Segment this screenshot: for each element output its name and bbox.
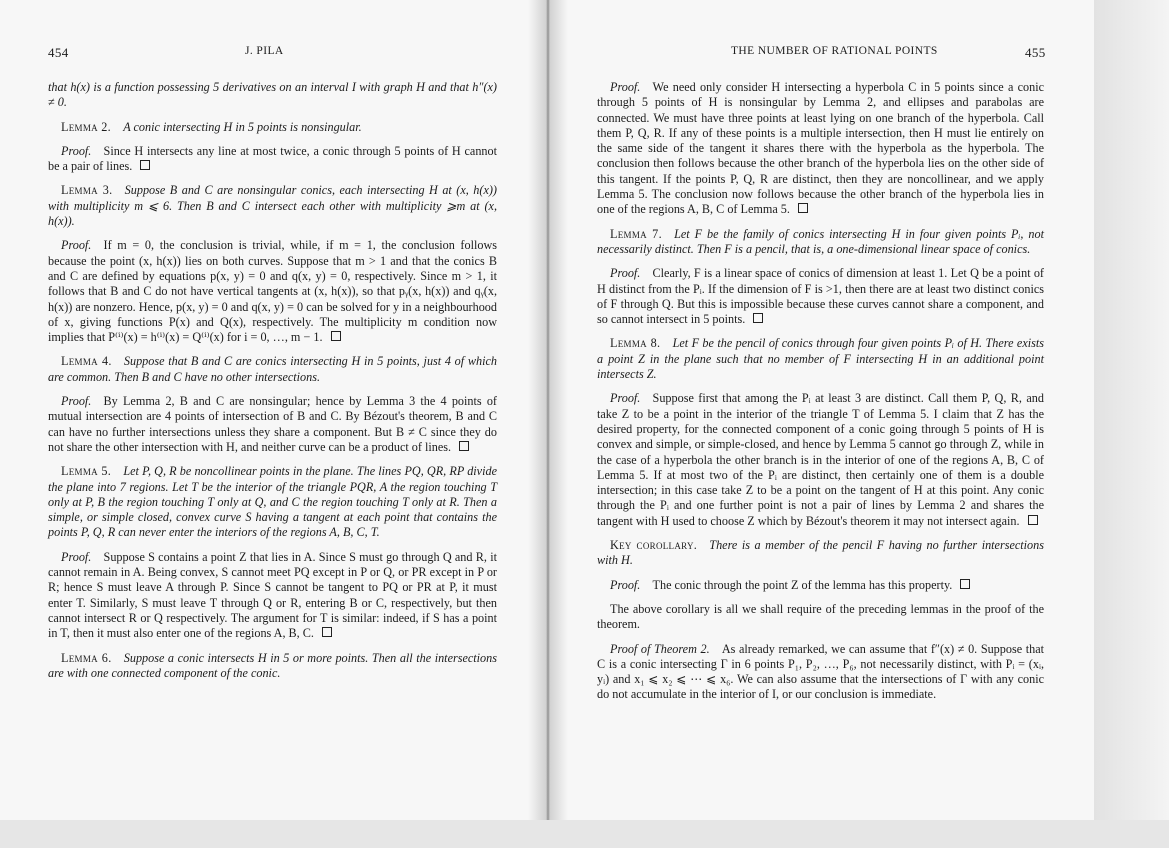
page-number: 455 [1025, 45, 1046, 60]
lemma-label: Lemma 2. [61, 119, 112, 134]
paragraph-proof [48, 550, 497, 642]
paragraph-text: We need only consider H intersecting a hyperbola C in 5 points since a conic through 5 points of H is nonsingular by Lemma 2, and ellipses and parabolas are connected. We must have three points at least lying on one branch of the hyperbola. Call them P, Q, R. If any of these points is a multiple intersection, then H must lie entirely on the same side of the tangent it shares there with the hyperbola as the hyperbola. The conclusion then follows because the other branch of the hyperbola lies on the other side of this tangent. If the points P, Q, R are distinct, then they are noncollinear, and we apply Lemma 5. The conclusion now follows because the other branch of the hyperbola lies in one of the regions A, B, C of Lemma 5. [597, 80, 1044, 217]
paragraph-text: Since H intersects any line at most twice, a conic through 5 points of H cannot be a pair of lines. [48, 143, 497, 174]
paragraph-proof [48, 238, 497, 345]
paragraph-proof [597, 578, 1044, 593]
paragraph-text: Let P, Q, R be noncollinear points in the plane. The lines PQ, QR, RP divide the plane into 7 regions. Let T be the interior of the triangle PQR, A the region touching T only at P, B the region touching T only at Q, and C the region touching T only at R. Then a simple, or simple closed, convex curve S having a tangent at each point that contains the points P, Q, R can never enter the interiors of the regions A, B, C, T. [48, 464, 497, 540]
lemma-label: Lemma 8. [610, 336, 661, 351]
paragraph-text: If m = 0, the conclusion is trivial, while, if m = 1, the conclusion follows because the point (x, h(x)) lies on both curves. Suppose that m > 1 and that the conics B and C are defined by equations p(x, y) = 0 and q(x, y) = 0, respectively. Since m > 1, it follows that B and C do not have vertical tangents at (x, h(x)), so that pᵧ(x, h(x)) and qᵧ(x, h(x)) are nonzero. Hence, p(x, y) = 0 and q(x, y) = 0 can be solved for y in a neighbourhood of x, giving functions P(x) and Q(x), respectively. The multiplicity m condition now implies that P⁽ⁱ⁾(x) = h⁽ⁱ⁾(x) = Q⁽ⁱ⁾(x) for i = 0, …, m − 1. [48, 238, 497, 345]
paragraph-text: Suppose a conic intersects H in 5 or more points. Then all the intersections are with one connected component of the conic. [48, 650, 497, 680]
page-number: 454 [48, 45, 69, 60]
paragraph-text: There is a member of the pencil F having no further intersections with H. [597, 538, 1044, 568]
proof-label: Proof of Theorem 2. [610, 641, 710, 656]
paragraph-proof [48, 144, 497, 175]
qed-square-icon [960, 579, 970, 589]
right-page [547, 0, 1094, 820]
scanner-margin [1094, 0, 1169, 848]
proof-label: Proof. [61, 549, 92, 564]
proof-label: Proof. [610, 577, 641, 592]
paragraph-italic [48, 80, 497, 111]
proof-label: Proof. [610, 391, 641, 406]
lemma-label: Lemma 7. [610, 226, 662, 241]
paragraph-statement [48, 464, 497, 540]
paragraph-text: Suppose first that among the Pᵢ at least 3 are distinct. Call them P, Q, R, and take Z to be a point in the interior of the triangle T of Lemma 5. I claim that Z has the desired property, for the connected component of a conic going through 5 points of H is convex and simple, or simple-closed, and hence by Lemma 5 cannot go through Z, while in the case of a hyperbola the other branch is in the interior of one of the regions A, B, C of Lemma 5. If at most two of the Pᵢ are distinct, then certainly one of them is a double intersection; in this case take Z to be a point on the tangent of H at this point. Any conic through the Pᵢ and one further point is not a pair of lines by Lemma 2 and shares the tangent with H used to choose Z which by Bézout's theorem it may not intersect again. [597, 391, 1044, 528]
paragraph-statement [597, 336, 1044, 382]
paragraph-statement [48, 354, 497, 385]
scanner-bottom-margin [0, 820, 1169, 848]
lemma-label: Lemma 5. [61, 464, 112, 479]
paragraph-text: The above corollary is all we shall require of the preceding lemmas in the proof of the theorem. [597, 601, 1044, 632]
running-head: J. PILA [245, 45, 284, 57]
lemma-label: Lemma 3. [61, 183, 113, 198]
qed-square-icon [1028, 515, 1038, 525]
paragraph-proof [597, 642, 1044, 703]
proof-label: Proof. [610, 80, 641, 94]
qed-square-icon [459, 441, 469, 451]
paragraph-text: Let F be the family of conics intersecting H in four given points Pᵢ, not necessarily distinct. Then F is a pencil, that is, a one-dimensional linear space of conics. [597, 226, 1044, 256]
proof-label: Proof. [61, 143, 92, 158]
paragraph-proof [597, 391, 1044, 529]
paragraph-statement [597, 227, 1044, 258]
paragraph-text: that h(x) is a function possessing 5 derivatives on an interval I with graph H and that h″(x) ≠ 0. [48, 80, 497, 110]
paragraph-statement [48, 120, 497, 135]
paragraph-text: Suppose that B and C are conics intersecting H in 5 points, just 4 of which are common. Then B and C have no other intersections. [48, 354, 497, 384]
proof-label: Proof. [610, 266, 641, 281]
paragraph-proof [597, 80, 1044, 218]
running-head: THE NUMBER OF RATIONAL POINTS [731, 45, 938, 57]
paragraph-text: Suppose S contains a point Z that lies in A. Since S must go through Q and R, it cannot remain in A. Being convex, S cannot meet PQ except in P or Q, or PR except in P or R; hence S must leave A through P. Since S cannot be tangent to PQ or PR at P, it must enter T. Similarly, S must leave T through Q or R, entering B or C, respectively, but then cannot intersect R or Q respectively. The argument for T is similar: indeed, if S has a point in T, then it must also enter one of the regions A, B, C. [48, 549, 497, 641]
paragraph-statement [48, 651, 497, 682]
lemma-label: Lemma 6. [61, 650, 112, 665]
paragraph-text: The conic through the point Z of the lemma has this property. [652, 577, 953, 592]
paragraph-statement [597, 538, 1044, 569]
paragraph-text: Suppose B and C are nonsingular conics, each intersecting H at (x, h(x)) with multiplicity m ⩽ 6. Then B and C intersect each other with multiplicity ⩾m at (x, h(x)). [48, 183, 497, 229]
left-page-body [48, 80, 497, 690]
lemma-label: Lemma 4. [61, 354, 112, 369]
paragraph-text: By Lemma 2, B and C are nonsingular; hence by Lemma 3 the 4 points of mutual intersection are 4 points of intersection of B and C. By Bézout's theorem, B and C can have no further intersections unless they share a component. But B ≠ C since they do not share the other intersection with H, and neither curve can be a product of lines. [48, 394, 497, 454]
paragraph-text: Clearly, F is a linear space of conics of dimension at least 1. Let Q be a point of H distinct from the Pᵢ. If the dimension of F is >1, then there are at least two distinct conics of F through Q. But this is impossible because these curves cannot share a component, and so cannot intersect in 5 points. [597, 266, 1044, 327]
paragraph-text: Let F be the pencil of conics through four given points Pᵢ of H. There exists a point Z in the plane such that no member of F intersecting H in an additional point intersects Z. [597, 336, 1044, 382]
paragraph-text: As already remarked, we can assume that f″(x) ≠ 0. Suppose that C is a conic intersecting Γ in 6 points P₁, P₂, …, P₆, not necessarily distinct, with Pᵢ = (xᵢ, yᵢ) and x₁ ⩽ x₂ ⩽ ⋯ ⩽ x₆. We can also assume that the intersections of Γ with any conic do not accumulate in the interior of I, or our conclusion is immediate. [597, 641, 1045, 702]
right-page-body [597, 80, 1044, 712]
left-page [0, 0, 547, 820]
qed-square-icon [140, 160, 150, 170]
proof-label: Proof. [61, 394, 92, 409]
paragraph-statement [48, 183, 497, 229]
paragraph-text: A conic intersecting H in 5 points is nonsingular. [123, 119, 362, 134]
lemma-label: Key corollary. [610, 538, 698, 553]
qed-square-icon [331, 331, 341, 341]
paragraph-proof [48, 394, 497, 455]
paragraph-proof [597, 266, 1044, 327]
qed-square-icon [753, 313, 763, 323]
qed-square-icon [322, 627, 332, 637]
proof-label: Proof. [61, 238, 92, 253]
paragraph-plain [597, 602, 1044, 633]
qed-square-icon [798, 203, 808, 213]
